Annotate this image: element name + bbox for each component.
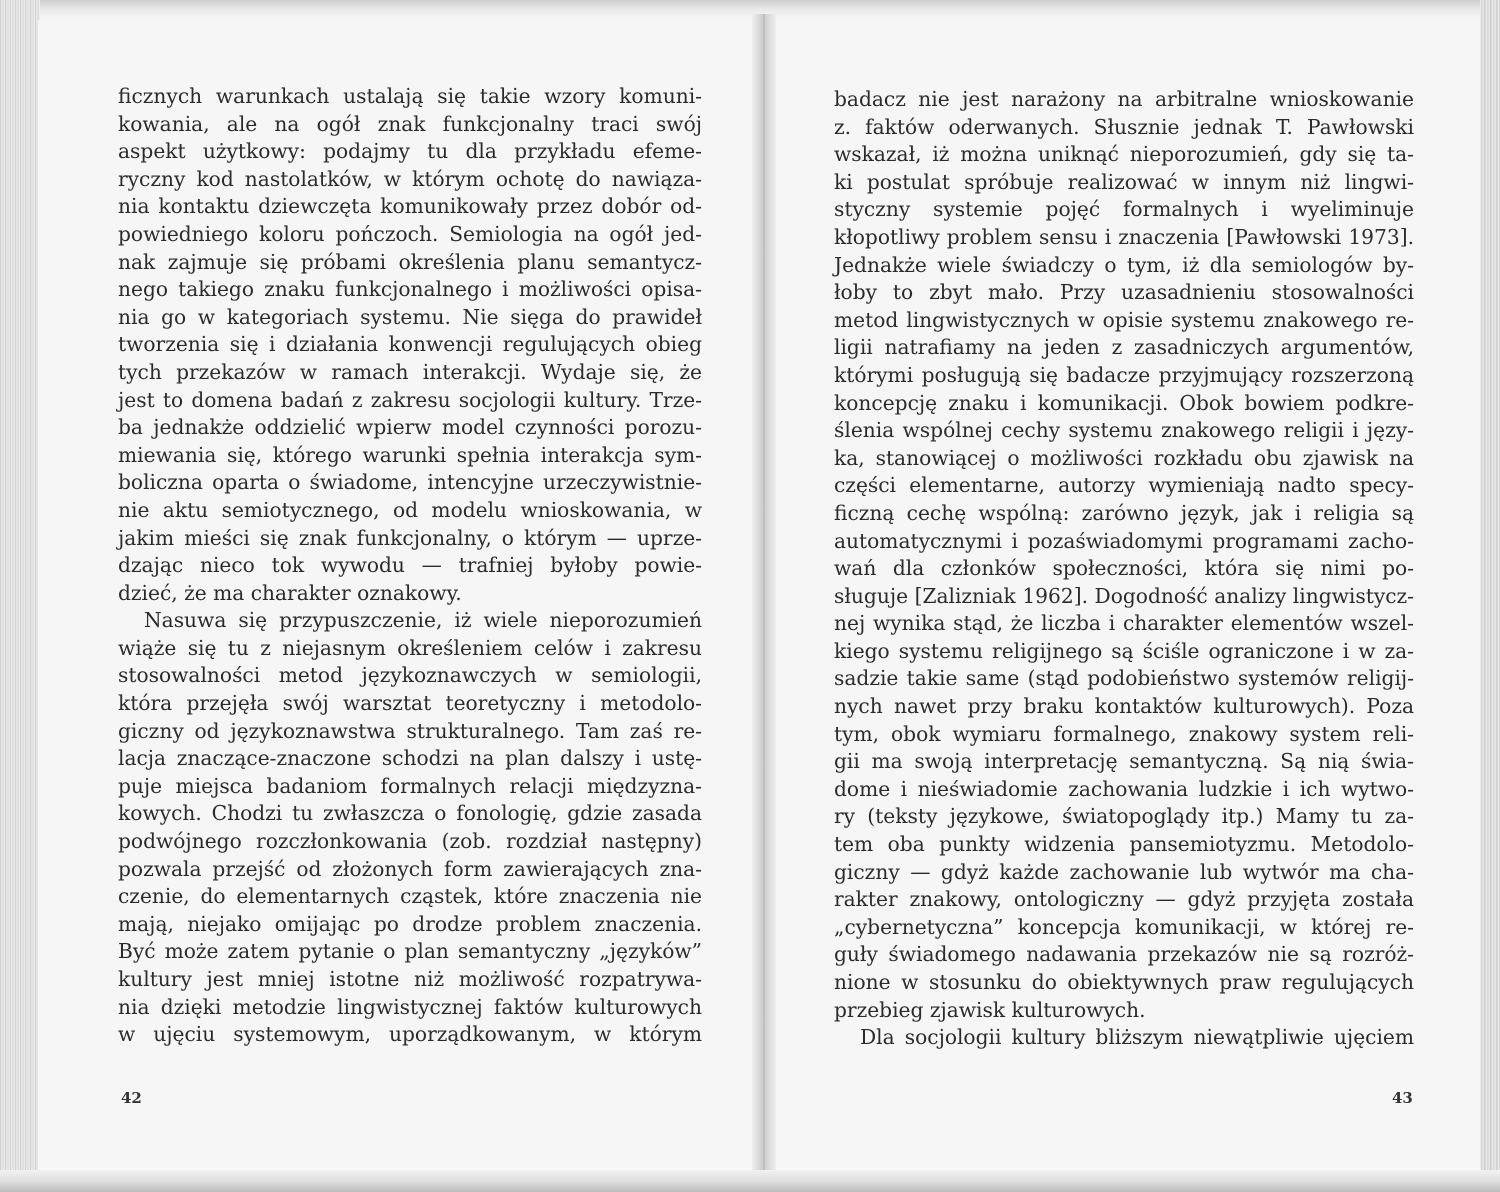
text-line: boliczna oparta o świadome, intencyjne urzeczywistnie-: [118, 470, 702, 495]
text-line: rakter znakowy, ontologiczny — gdyż przyjęta została: [834, 887, 1414, 912]
text-line: łoby to zbyt mało. Przy uzasadnieniu stosowalności: [834, 280, 1414, 305]
text-line: nia kontaktu dziewczęta komunikowały przez dobór od-: [118, 194, 702, 219]
text-line: czenie, do elementarnych cząstek, które znaczenia nie: [118, 884, 702, 909]
text-line: puje miejsca badaniom formalnych relacji międzyzna-: [118, 773, 702, 798]
text-line: ślenia wspólnej cechy systemu znakowego religii i języ-: [834, 418, 1414, 443]
text-line: aspekt użytkowy: podajmy tu dla przykładu efeme-: [118, 139, 702, 164]
text-line: nione w stosunku do obiektywnych praw regulujących: [834, 970, 1414, 994]
text-line: „cybernetyczna” koncepcja komunikacji, w której re-: [834, 914, 1414, 939]
text-line: ligii natrafiamy na jeden z zasadniczych argumentów,: [834, 335, 1414, 360]
page-stack-right: [1480, 0, 1500, 1192]
text-line: z. faktów oderwanych. Słusznie jednak T. Pawłowski: [834, 114, 1414, 139]
text-line: miewania się, którego warunki spełnia interakcja sym-: [118, 442, 702, 467]
text-line: automatycznymi i pozaświadomymi programami zacho-: [834, 528, 1414, 553]
text-line: pozwala przejść od złożonych form zawierających zna-: [118, 856, 702, 881]
text-line: wiąże się tu z niejasnym określeniem celów i zakresu: [118, 635, 702, 660]
text-line: guły świadomego nadawania przekazów nie są rozróż-: [834, 942, 1414, 967]
page-edge-top: [0, 0, 1500, 16]
text-line: podwójnego rozczłonkowania (zob. rozdział następny): [118, 829, 702, 854]
text-line: giczny od językoznawstwa strukturalnego. Tam zaś re-: [118, 718, 702, 743]
text-line: styczny systemie pojęć formalnych i wyeliminuje: [834, 197, 1414, 222]
text-line: jest to domena badań z zakresu socjologii kultury. Trze-: [118, 387, 702, 412]
text-line: ficzną cechę wspólną: zarówno język, jak i religia są: [834, 500, 1414, 525]
page-edge-bottom: [0, 1170, 1500, 1192]
text-line: ry (teksty językowe, światopoglądy itp.) Mamy tu za-: [834, 804, 1414, 829]
text-line: badacz nie jest narażony na arbitralne wnioskowanie: [834, 87, 1414, 111]
text-line: koncepcję znaku i komunikacji. Obok bowiem podkre-: [834, 390, 1414, 415]
text-line: kultury jest mniej istotne niż możliwość rozpatrywa-: [118, 967, 702, 991]
text-line: Być może zatem pytanie o plan semantyczny „języków”: [118, 939, 702, 964]
text-line: wań dla członków społeczności, która się nimi po-: [834, 556, 1414, 581]
book-gutter: [752, 14, 776, 1174]
text-line: w ujęciu systemowym, uporządkowanym, w którym: [118, 1022, 702, 1047]
text-line: giczny — gdyż każde zachowanie lub wytwór ma cha-: [834, 859, 1414, 884]
text-line: kłopotliwy problem sensu i znaczenia [Pawłowski 1973].: [834, 224, 1414, 249]
text-line: tym, obok wymiaru formalnego, znakowy system reli-: [834, 721, 1414, 746]
text-line: nego takiego znaku funkcjonalnego i możliwości opisa-: [118, 277, 702, 302]
text-line: nie aktu semiotycznego, od modelu wnioskowania, w: [118, 497, 702, 522]
text-line: przebieg zjawisk kulturowych.: [834, 997, 1146, 1022]
text-line: dome i nieświadomie zachowania ludzkie i ich wytwo-: [834, 776, 1414, 801]
text-line: gii ma swoją interpretację semantyczną. Są nią świa-: [834, 749, 1414, 774]
text-line: jakim mieści się znak funkcjonalny, o którym — uprze-: [118, 525, 702, 550]
page-stack-left: [0, 0, 40, 1192]
text-line: Nasuwa się przypuszczenie, iż wiele nieporozumień: [144, 608, 702, 633]
text-line: wskazał, iż można uniknąć nieporozumień, gdy się ta-: [834, 142, 1414, 167]
text-line: stosowalności metod językoznawczych w semiologii,: [118, 663, 702, 688]
text-line: tych przekazów w ramach interakcji. Wydaje się, że: [118, 359, 702, 384]
text-line: kowania, ale na ogół znak funkcjonalny traci swój: [118, 111, 702, 136]
text-line: Jednakże wiele świadczy o tym, iż dla semiologów by-: [834, 252, 1414, 277]
text-line: dzając nieco tok wywodu — trafniej byłoby powie-: [118, 553, 702, 578]
text-line: dzieć, że ma charakter oznakowy.: [118, 580, 462, 605]
left-page-text: [118, 83, 702, 1049]
text-line: kiego systemu religijnego są ściśle ograniczone i w za-: [834, 638, 1414, 663]
text-line: ryczny kod nastolatków, w którym ochotę do nawiąza-: [118, 166, 702, 191]
text-line: ki postulat spróbuje realizować w innym niż lingwi-: [834, 169, 1414, 194]
text-line: sadzie takie same (stąd podobieństwo systemów religij-: [834, 666, 1414, 691]
text-line: ficznych warunkach ustalają się takie wzory komuni-: [118, 84, 702, 108]
text-line: ka, stanowiącej o możliwości rozkładu obu zjawisk na: [834, 445, 1414, 470]
text-line: nia dzięki metodzie lingwistycznej faktów kulturowych: [118, 994, 702, 1019]
text-line: nak zajmuje się próbami określenia planu semantycz-: [118, 249, 702, 274]
text-line: mają, niejako omijając po drodze problem znaczenia.: [118, 911, 702, 936]
text-line: ba jednakże oddzielić wpierw model czynności porozu-: [118, 415, 702, 440]
text-line: lacja znaczące-znaczone schodzi na plan dalszy i ustę-: [118, 746, 702, 771]
text-line: która przejęła swój warsztat teoretyczny i metodolo-: [118, 691, 702, 716]
page-number-left: 42: [121, 1089, 142, 1107]
text-line: metod lingwistycznych w opisie systemu znakowego re-: [834, 307, 1414, 332]
right-page-text: [834, 86, 1414, 1052]
text-line: tworzenia się i działania konwencji regulujących obieg: [118, 332, 702, 357]
text-line: sługuje [Zalizniak 1962]. Dogodność analizy lingwistycz-: [834, 583, 1414, 608]
text-line: powiedniego koloru pończoch. Semiologia na ogół jed-: [118, 221, 702, 246]
text-line: Dla socjologii kultury bliższym niewątpliwie ujęciem: [860, 1025, 1414, 1050]
text-line: tem oba punkty widzenia pansemiotyzmu. Metodolo-: [834, 832, 1414, 857]
text-line: nych nawet przy braku kontaktów kulturowych). Poza: [834, 694, 1414, 719]
text-line: nej wynika stąd, że liczba i charakter elementów wszel-: [834, 611, 1414, 636]
text-line: którymi posługują się badacze przyjmujący rozszerzoną: [834, 362, 1414, 387]
text-line: nia go w kategoriach systemu. Nie sięga do prawideł: [118, 304, 702, 329]
text-line: części elementarne, autorzy wymieniają nadto specy-: [834, 473, 1414, 498]
page-number-right: 43: [1392, 1089, 1413, 1107]
text-line: kowych. Chodzi tu zwłaszcza o fonologię, gdzie zasada: [118, 801, 702, 826]
